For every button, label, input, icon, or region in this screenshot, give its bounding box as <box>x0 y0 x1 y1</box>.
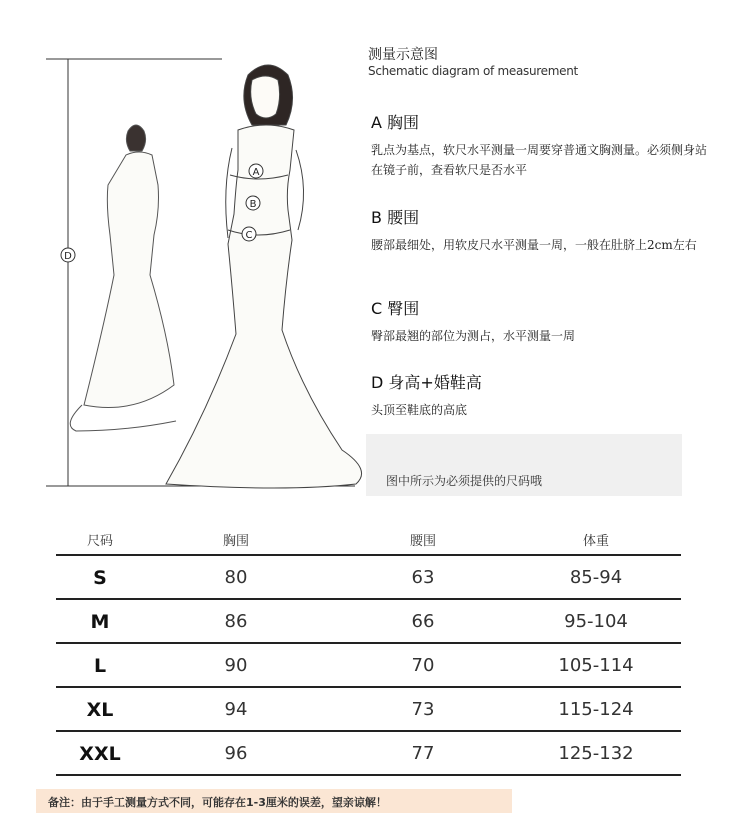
section-desc: 臀部最翘的部位为测占，水平测量一周 <box>371 329 576 343</box>
svg-text:B: B <box>249 199 257 210</box>
marker-a <box>249 164 263 178</box>
header-weight: 体重 <box>582 534 610 549</box>
section-desc: 乳点为基点，软尺水平测量一周要穿普通文胸测量。必须侧身站在镜子前，查看软尺是否水平 <box>371 143 708 177</box>
dress-sketch-illustration <box>0 0 365 520</box>
cell-size: L <box>93 655 107 677</box>
section-waist <box>371 205 711 255</box>
svg-text:A: A <box>252 167 260 178</box>
section-desc: 腰部最细处，用软皮尺水平测量一周，一般在肚脐上2cm左右 <box>371 238 697 252</box>
diagram-title-en: Schematic diagram of measurement <box>368 64 578 78</box>
marker-d <box>61 248 75 262</box>
back-view-figure <box>70 125 176 431</box>
size-table <box>56 530 681 776</box>
svg-text:D: D <box>64 251 72 262</box>
table-row <box>56 732 681 776</box>
cell-bust: 86 <box>224 611 248 632</box>
section-title: D 身高+婚鞋高 <box>371 373 482 392</box>
cell-size: S <box>93 567 107 589</box>
marker-c <box>242 227 256 241</box>
required-sizes-note <box>366 434 682 496</box>
cell-waist: 77 <box>411 743 435 764</box>
header-waist: 腰围 <box>409 534 437 549</box>
svg-text:C: C <box>245 230 253 241</box>
front-view-figure <box>166 65 362 488</box>
cell-bust: 94 <box>224 699 248 720</box>
cell-bust: 90 <box>224 655 248 676</box>
cell-bust: 80 <box>224 567 248 588</box>
cell-waist: 73 <box>411 699 435 720</box>
cell-size: XL <box>86 699 114 721</box>
header-bust: 胸围 <box>222 534 250 549</box>
section-title: B 腰围 <box>371 208 420 227</box>
cell-waist: 70 <box>411 655 435 676</box>
section-height <box>371 370 711 420</box>
cell-weight: 105-114 <box>558 655 634 676</box>
table-row <box>56 556 681 600</box>
diagram-title-cn: 测量示意图 <box>368 47 438 63</box>
section-desc: 头顶至鞋底的高底 <box>371 403 468 417</box>
cell-weight: 85-94 <box>569 567 623 588</box>
cell-size: M <box>90 611 110 633</box>
cell-waist: 63 <box>411 567 435 588</box>
cell-size: XXL <box>79 743 121 765</box>
footer-text: 备注：由于手工测量方式不同，可能存在1-3厘米的误差，望亲谅解！ <box>48 796 387 809</box>
table-row <box>56 600 681 644</box>
cell-waist: 66 <box>411 611 435 632</box>
note-text: 图中所示为必须提供的尺码哦 <box>386 474 543 488</box>
table-header <box>56 530 681 556</box>
header-size: 尺码 <box>86 534 114 549</box>
section-title: C 臀围 <box>371 299 420 318</box>
cell-weight: 125-132 <box>558 743 634 764</box>
cell-weight: 95-104 <box>564 611 628 632</box>
section-hip <box>371 296 711 346</box>
section-title: A 胸围 <box>371 113 420 132</box>
marker-b <box>246 196 260 210</box>
table-row <box>56 644 681 688</box>
section-bust <box>371 110 711 180</box>
table-row <box>56 688 681 732</box>
cell-bust: 96 <box>224 743 248 764</box>
footer-remark <box>36 789 512 813</box>
cell-weight: 115-124 <box>558 699 634 720</box>
